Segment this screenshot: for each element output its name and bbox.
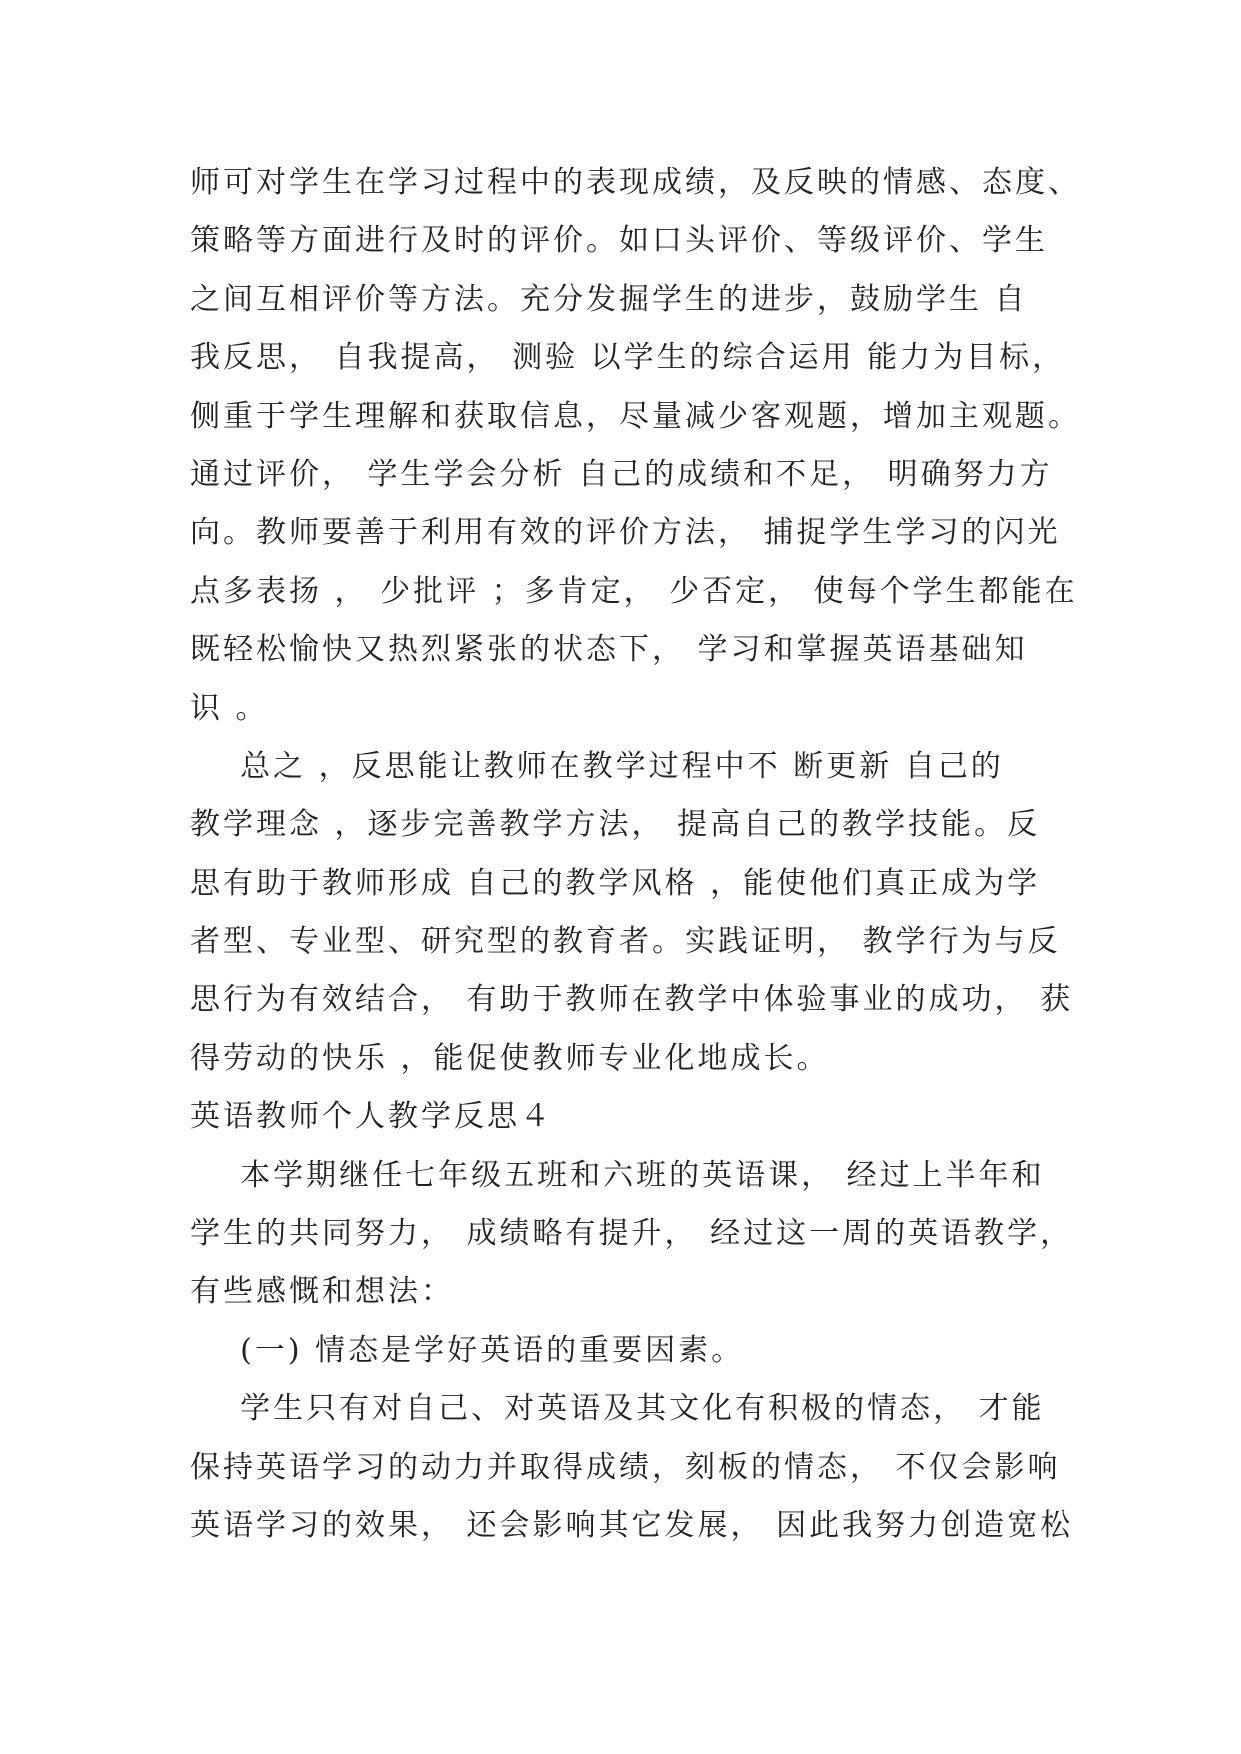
text-line: 点多表扬 ， 少批评 ；多肯定， 少否定， 使每个学生都能在 (190, 573, 1078, 609)
text-line: 者型、专业型、研究型的教育者。实践证明， 教学行为与反 (190, 924, 1061, 960)
text-line: 策略等方面进行及时的评价。如口头评价、等级评价、学生 (190, 223, 1048, 259)
text-line: 有些感慨和想法： (190, 1274, 454, 1310)
text-line: 保持英语学习的动力并取得成绩，刻板的情态， 不仅会影响 (190, 1449, 1061, 1485)
text-line: 识 。 (190, 690, 269, 726)
text-line: 英语学习的效果， 还会影响其它发展， 因此我努力创造宽松 (190, 1507, 1074, 1543)
text-line: 我反思， 自我提高， 测验 以学生的综合运用 能力为目标， (190, 340, 1066, 376)
subheading: (一) 情态是学好英语的重要因素。 (190, 1332, 745, 1368)
text-line: 之间互相评价等方法。充分发掘学生的进步，鼓励学生 自 (190, 281, 1028, 317)
text-line: 思有助于教师形成 自己的教学风格 ，能使他们真正成为学 (190, 865, 1041, 901)
text-line: 教学理念 ，逐步完善教学方法， 提高自己的教学技能。反 (190, 807, 1041, 843)
text-line: 既轻松愉快又热烈紧张的状态下， 学习和掌握英语基础知 (190, 632, 1028, 668)
section-heading: 英语教师个人教学反思４ (190, 1099, 553, 1135)
text-line: 得劳动的快乐 ，能促使教师专业化地成长。 (190, 1040, 830, 1076)
body-text (190, 154, 1081, 1555)
text-line: 侧重于学生理解和获取信息，尽量减少客观题，增加主观题。 (190, 398, 1081, 434)
text-line: 师可对学生在学习过程中的表现成绩，及反映的情感、态度、 (190, 165, 1081, 200)
text-line: 学生的共同努力， 成绩略有提升， 经过这一周的英语教学， (190, 1216, 1074, 1252)
text-line: 本学期继任七年级五班和六班的英语课， 经过上半年和 (190, 1157, 1045, 1193)
text-line: 思行为有效结合， 有助于教师在教学中体验事业的成功， 获 (190, 982, 1074, 1018)
text-line: 学生只有对自己、对英语及其文化有积极的情态， 才能 (190, 1391, 1045, 1427)
text-line: 向。教师要善于利用有效的评价方法， 捕捉学生学习的闪光 (190, 515, 1061, 551)
text-line: 总之 ，反思能让教师在教学过程中不 断更新 自己的 (190, 748, 1004, 784)
text-line: 通过评价， 学生学会分析 自己的成绩和不足， 明确努力方 (190, 456, 1053, 492)
